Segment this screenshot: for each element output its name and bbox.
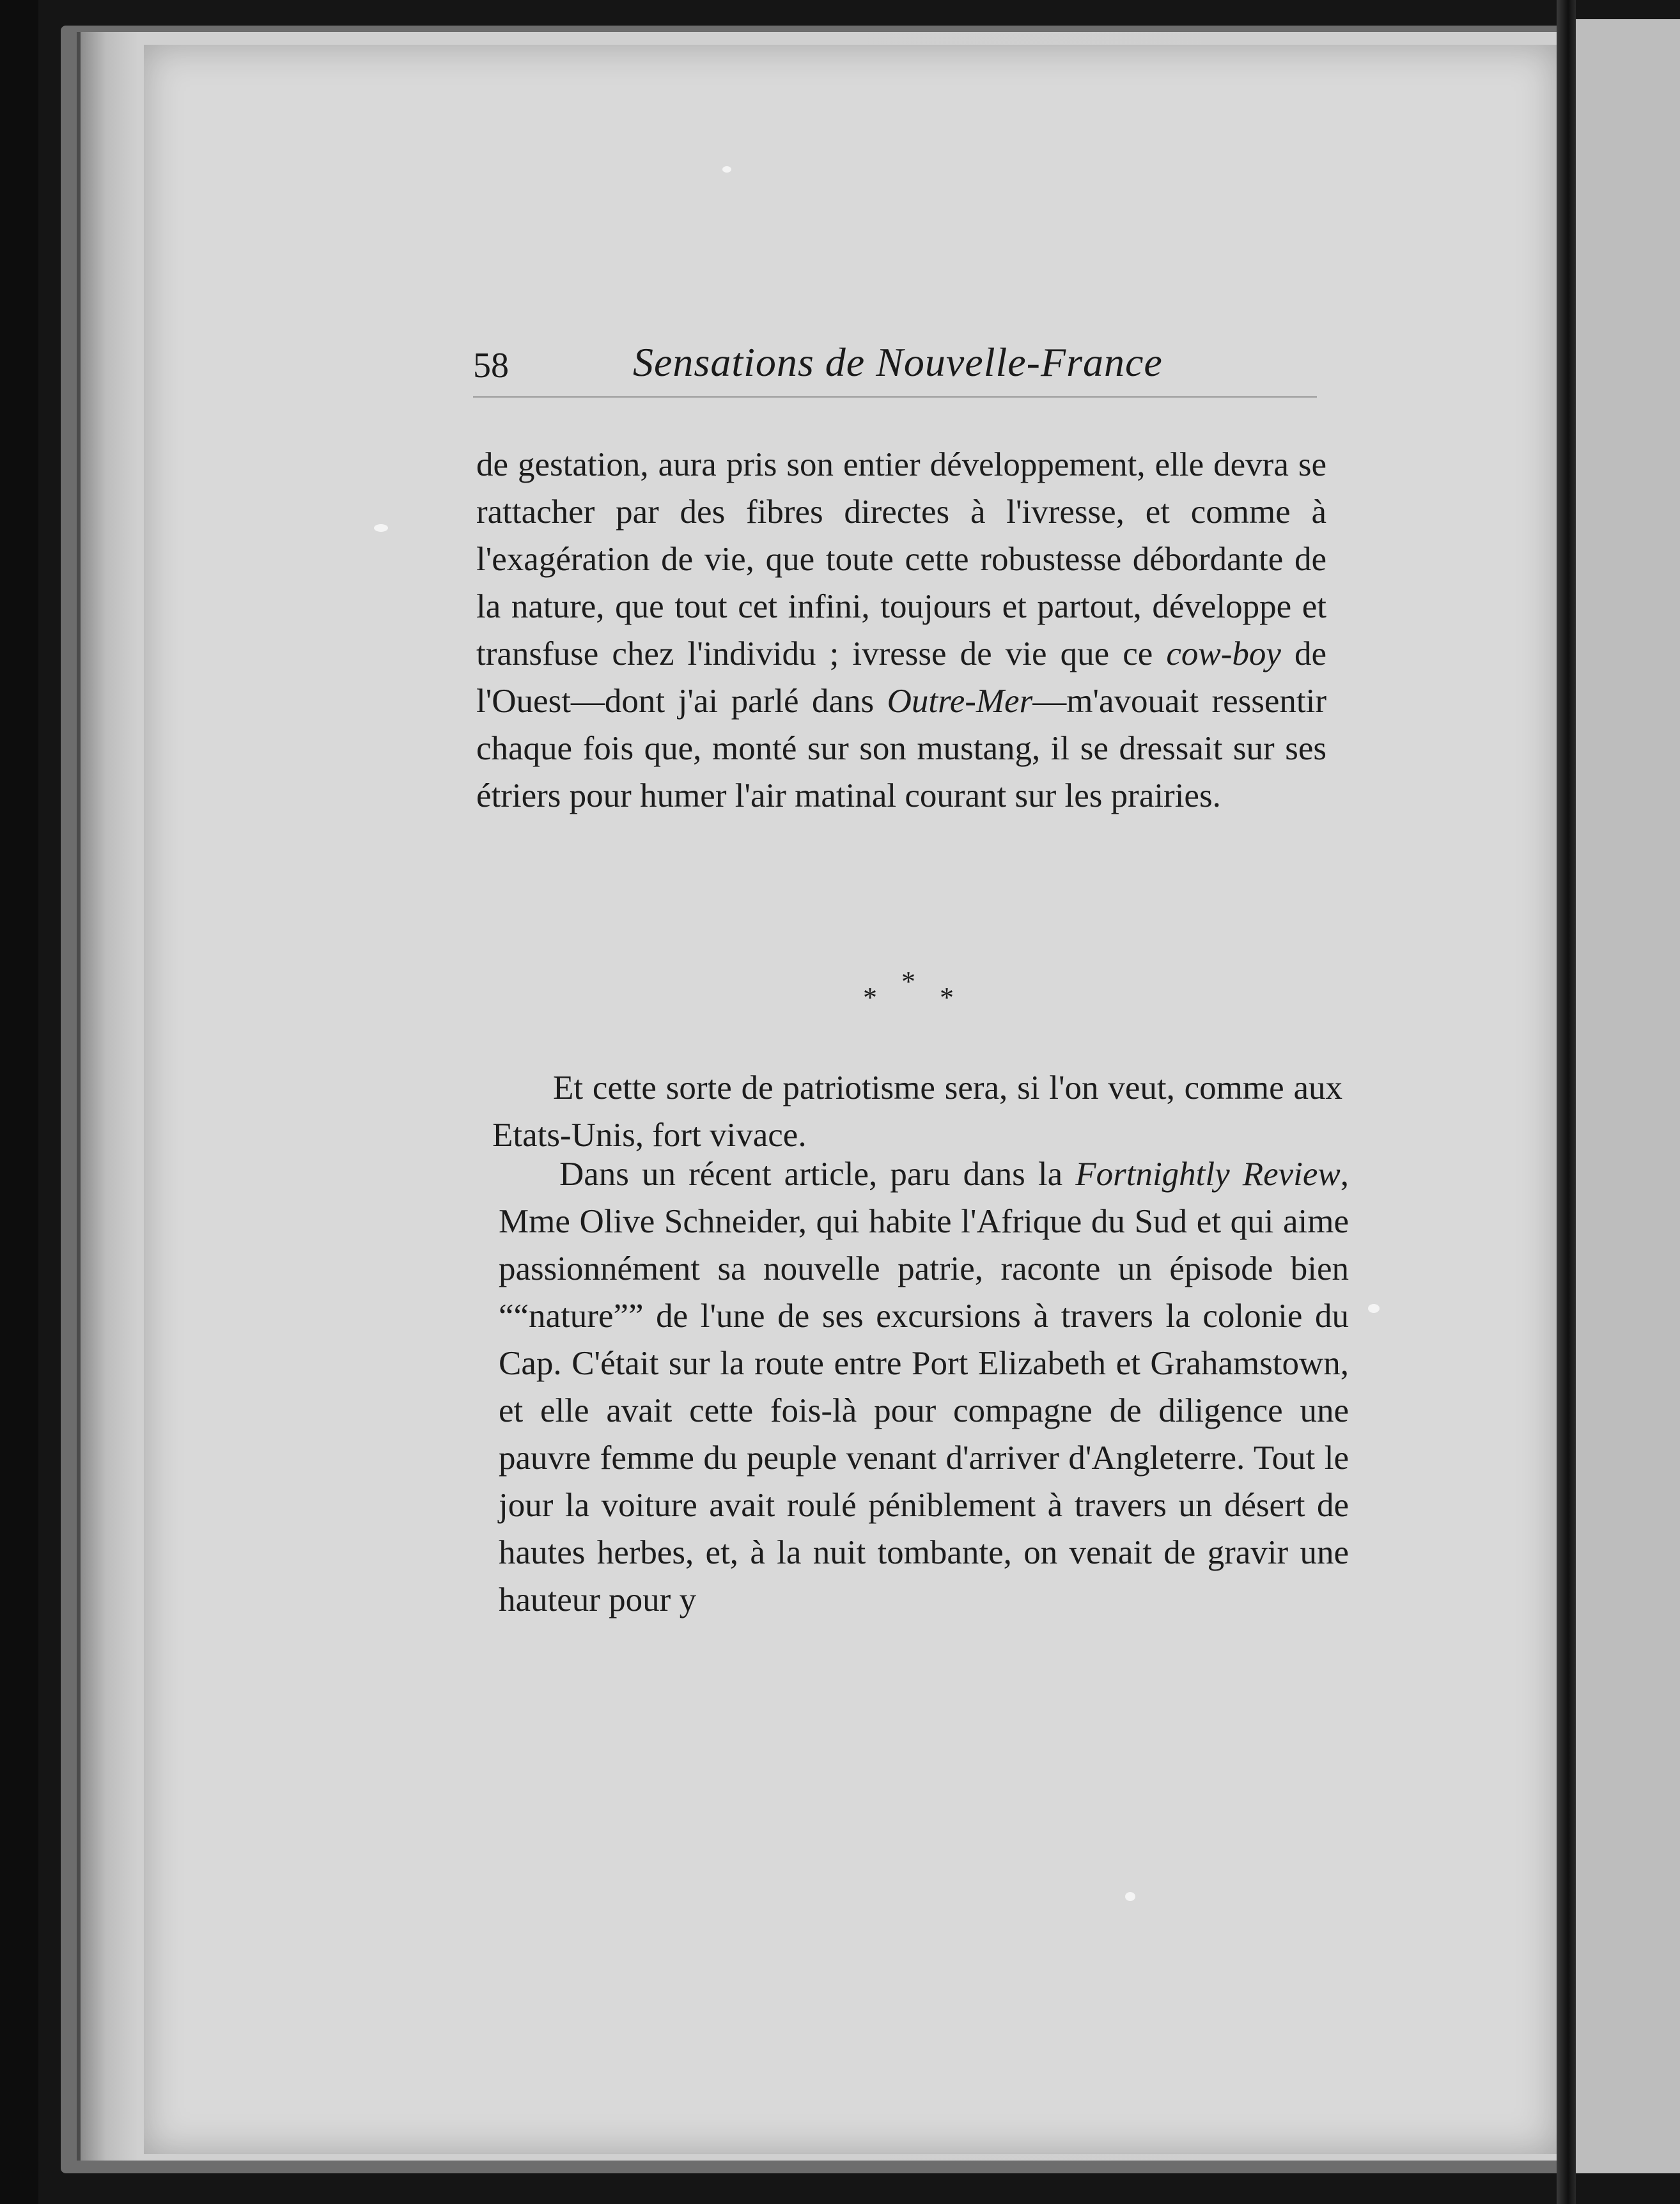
section-separator-asterisks <box>850 965 978 1016</box>
dust-speck <box>722 166 731 173</box>
paragraph-2 <box>492 1064 1342 1159</box>
dust-speck <box>1125 1892 1135 1901</box>
header-rule <box>473 396 1317 398</box>
paragraph-1-italic-outre-mer: Outre-Mer <box>887 683 1033 720</box>
paragraph-1 <box>476 441 1326 819</box>
paragraph-1-text-a: de gestation, aura pris son entier développement, elle devra se rattacher par des fibres directes à l'ivresse, et comme à l'exagération de vie, que toute cette robustesse débordante de la nature, que tout cet infini, toujours et partout, développe et transfuse chez l'individu ; ivresse de vie que ce <box>476 446 1326 672</box>
paragraph-1-text-b: de l'Ouest—dont j'ai parlé dans <box>476 635 1326 720</box>
dust-speck <box>374 524 388 532</box>
dust-speck <box>1368 1304 1380 1313</box>
running-title: Sensations de Nouvelle-France <box>633 339 1163 385</box>
paragraph-3 <box>499 1151 1349 1624</box>
film-border <box>0 0 38 2204</box>
paragraph-2-text: Et cette sorte de patriotisme sera, si l'on veut, comme aux Etats-Unis, fort vivace. <box>492 1069 1342 1154</box>
paragraph-3-text-b: , Mme Olive Schneider, qui habite l'Afrique du Sud et qui aime passionnément sa nouvelle patrie, raconte un épisode bien ““nature”” de l'une de ses excursions à travers la colonie du Cap. C'était sur la route entre Port Elizabeth et Grahamstown, et elle avait cette fois-là pour compagne de diligence une pauvre femme du peuple venant d'arriver d'Angleterre. Tout le jour la voiture avait roulé péniblement à travers un désert de hautes herbes, et, à la nuit tombante, on venait de gravir une hauteur pour y <box>499 1156 1349 1618</box>
facing-page-edge <box>1576 19 1680 2173</box>
paragraph-3-italic-review: Fortnightly Review <box>1075 1156 1341 1193</box>
asterisk: * <box>901 966 915 997</box>
asterisk: * <box>940 982 954 1013</box>
page-number: 58 <box>473 346 509 385</box>
paragraph-3-text-a: Dans un récent article, paru dans la <box>559 1156 1076 1193</box>
paragraph-1-text-c: —m'avouait ressentir chaque fois que, monté sur son mustang, il se dressait sur ses étriers pour humer l'air matinal courant sur les prairies. <box>476 683 1326 814</box>
page-header <box>473 339 1317 396</box>
asterisk: * <box>863 982 877 1013</box>
paragraph-1-italic-cowboy: cow-boy <box>1166 635 1281 672</box>
book-gutter <box>1557 0 1576 2204</box>
